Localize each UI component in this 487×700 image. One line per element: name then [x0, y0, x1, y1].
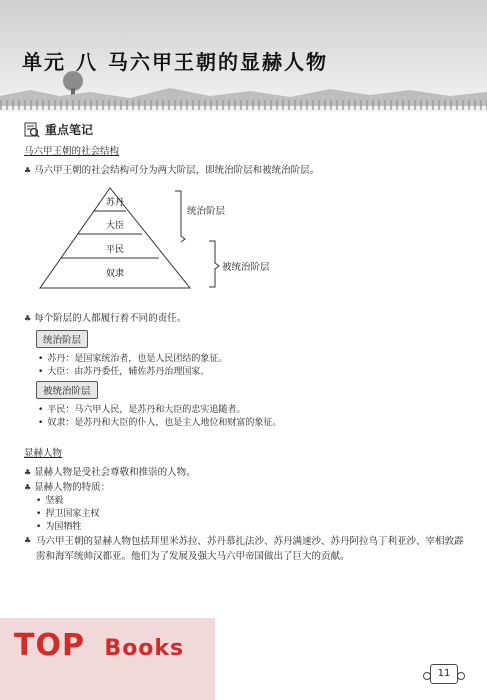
unit-number: 八 [76, 50, 98, 74]
definition-text: 显赫人物是受社会尊敬和推崇的人物。 [34, 467, 196, 478]
ruling-class-tag: 统治阶层 [36, 330, 88, 348]
trait-item: • 坚毅 [36, 496, 64, 506]
pyramid-level-commoners: 平民 [105, 245, 125, 255]
pyramid-level-slaves: 奴隶 [105, 269, 125, 279]
unit-prefix: 单元 [22, 50, 66, 74]
intro-text: 马六甲王朝的社会结构可分为两大阶层，即统治阶层和被统治阶层。 [34, 165, 320, 176]
ruling-item: • 苏丹：是国家统治者，也是人民团结的象征。 [38, 354, 228, 364]
ruled-class-label: 被统治阶层 [222, 262, 270, 273]
page-title [22, 46, 328, 75]
bullet-dot: • [36, 522, 42, 532]
bullet-dot: • [38, 367, 44, 377]
bullet-dot: • [36, 496, 42, 506]
definition-line [24, 464, 196, 478]
section-heading [24, 121, 93, 138]
prominent-figures-paragraph: 马六甲王朝的显赫人物包括拜里米苏拉、苏丹慕扎法沙、苏丹满速沙、苏丹阿拉乌丁利亚沙、宰相敦霹雳和海军统帅汉都亚。他们为了发展及强大马六甲帝国做出了巨大的贡献。 [36, 536, 464, 562]
clover-bullet-icon: ♣ [24, 468, 32, 477]
traits-intro-text: 显赫人物的特质： [34, 482, 111, 493]
magnifier-note-icon [24, 122, 40, 138]
ruling-item: • 大臣：由苏丹委任，辅佐苏丹治理国家。 [38, 367, 210, 377]
ruling-class-label: 统治阶层 [187, 206, 226, 217]
social-pyramid-diagram [35, 183, 285, 293]
bullet-dot: • [36, 509, 42, 519]
bullet-dot: • [38, 405, 44, 415]
clover-bullet-icon: ♣ [24, 166, 32, 175]
topbooks-watermark [0, 618, 215, 700]
topbooks-logo: TOP Books [14, 628, 185, 663]
clover-bullet-icon: ♣ [24, 314, 32, 323]
section-title-text: 重点笔记 [45, 123, 94, 137]
trait-item: • 为国牺牲 [36, 522, 82, 532]
trait-item: • 捍卫国家主权 [36, 509, 100, 519]
responsibility-text: 每个阶层的人都履行着不同的责任。 [34, 313, 187, 324]
bullet-dot: • [38, 418, 44, 428]
traits-intro-line [24, 479, 110, 493]
bullet-dot: • [38, 354, 44, 364]
clover-bullet-icon: ♣ [24, 536, 32, 545]
pyramid-level-sultan: 苏丹 [105, 198, 125, 208]
page-number: 11 [430, 664, 458, 684]
intro-line [24, 162, 319, 176]
fence-decoration [0, 100, 487, 110]
prominent-figures-heading: 显赫人物 [24, 448, 63, 459]
ruled-item: • 平民：马六甲人民，是苏丹和大臣的忠实追随者。 [38, 405, 246, 415]
unit-header-banner [0, 0, 487, 112]
ruling-brace [175, 191, 185, 242]
ruled-class-tag: 被统治阶层 [36, 381, 98, 399]
pyramid-level-ministers: 大臣 [105, 221, 125, 231]
ruled-item: • 奴隶：是苏丹和大臣的仆人，也是主人地位和财富的象征。 [38, 418, 282, 428]
social-structure-heading: 马六甲王朝的社会结构 [24, 146, 120, 157]
clover-bullet-icon: ♣ [24, 483, 32, 492]
ruled-brace [209, 241, 219, 287]
unit-title: 马六甲王朝的显赫人物 [108, 50, 328, 74]
responsibility-line [24, 310, 186, 324]
paragraph-bullet [24, 535, 34, 546]
